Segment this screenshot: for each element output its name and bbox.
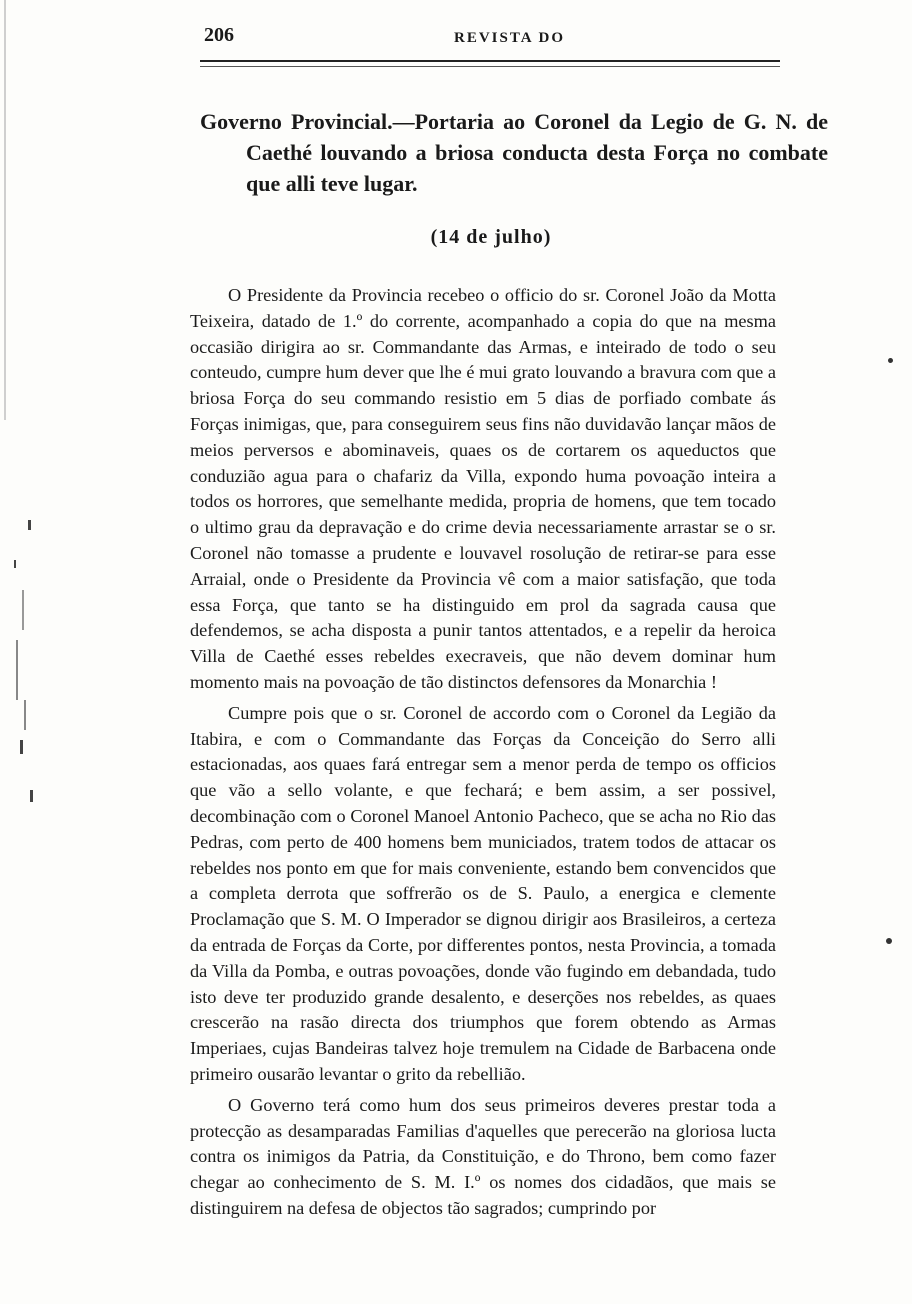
article-title: Governo Provincial.—Portaria ao Coronel da Legio de G. N. de Caethé louvando a briosa conducta desta Força no combate que alli teve lugar. — [200, 109, 828, 196]
page-number: 206 — [204, 24, 234, 46]
journal-title: REVISTA DO — [454, 30, 565, 46]
header-rule — [200, 60, 780, 67]
paragraph: Cumpre pois que o sr. Coronel de accordo com o Coronel da Legião da Itabira, e com o Commandante das Forças da Conceição do Serro alli estacionadas, aos quaes fará entregar sem a menor perda de tempo os officios que vão a sello volante, e que fechará; e bem assim, a ser possivel, decombinação com o Coronel Manoel Antonio Pacheco, que se acha no Rio das Pedras, com perto de 400 homens bem municiados, tratem todos de attacar os rebeldes nos ponto em que for mais conveniente, estando bem convencidos que a completa derrota que soffrerão os de S. Paulo, a energica e clemente Proclamação que S. M. O Imperador se dignou dirigir aos Brasileiros, a certeza da entrada de Forças da Corte, por differentes pontos, nesta Provincia, a tomada da Villa da Pomba, e outras povoações, donde vão fugindo em debandada, tudo isto deve ter produzido grande desalento, e deserções nos rebeldes, as quaes crescerão na rasão directa dos triumphos que forem obtendo as Armas Imperiaes, cujas Bandeiras talvez hoje tremulem na Cidade de Barbacena onde primeiro ousarão levantar o grito da rebellião. — [190, 702, 776, 1084]
paragraph: O Presidente da Provincia recebeo o officio do sr. Coronel João da Motta Teixeira, datado de 1.º do corrente, acompanhado a copia do que na mesma occasião dirigira ao sr. Commandante das Armas, e inteirado de todo o seu conteudo, cumpre hum dever que lhe é mui grato louvando a bravura com que a briosa Força do seu commando resistio em 5 dias de porfiado combate ás Forças inimigas, que, para conseguirem seus fins não duvidavão lançar mãos de meios perversos e abominaveis, quaes os de cortarem os aqueductos que conduzião agua para o chafariz da Villa, expondo huma povoação inteira a todos os horrores, que semelhante medida, propria de homens, que tem tocado o ultimo grau da depravação e do crime devia necessariamente arrastar se o sr. Coronel não tomasse a prudente e louvavel rosolução de retirar-se para esse Arraial, onde o Presidente da Provincia vê com a maior satisfação, que toda essa Força, que tanto se ha distinguido em prol da sagrada causa que defendemos, se acha disposta a punir tantos attentados, e a repelir da heroica Villa de Caethé esses rebeldes execraveis, que não devem dominar hum momento mais na povoação de tão distinctos defensores da Monarchia ! — [190, 285, 776, 692]
article-date: (14 de julho) — [430, 226, 552, 248]
ink-speck — [888, 358, 893, 363]
ink-speck — [886, 938, 892, 944]
paragraph: O Governo terá como hum dos seus primeiros deveres prestar toda a protecção as desamparadas Familias d'aquelles que perecerão na gloriosa lucta contra os inimigos da Patria, da Constituição, e do Throno, bem como fazer chegar ao conhecimento de S. M. I.º os nomes dos cidadãos, que mais se distinguirem na defesa de objectos tão sagrados; cumprindo por — [190, 1094, 776, 1218]
article-body — [190, 283, 776, 1222]
running-head — [196, 22, 780, 52]
margin-specks — [0, 0, 60, 1304]
